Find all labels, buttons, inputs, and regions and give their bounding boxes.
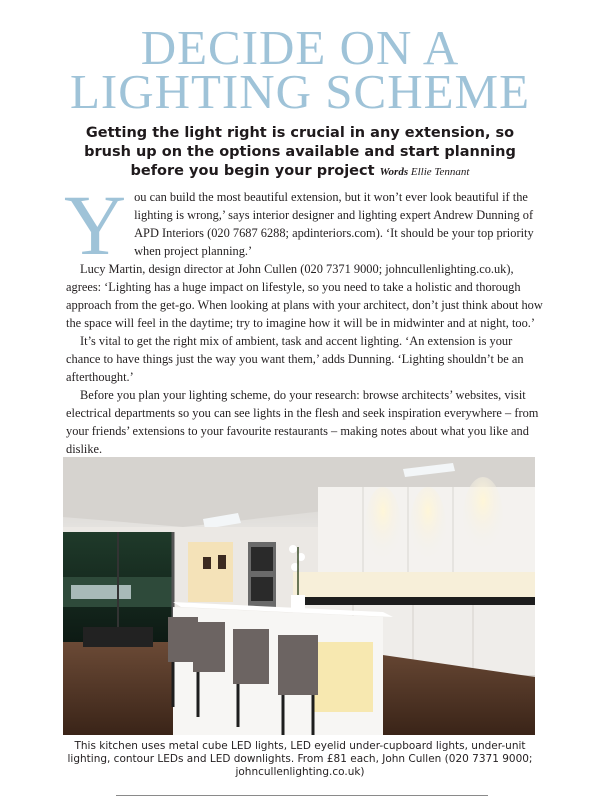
paragraph-1: [64, 177, 544, 273]
paragraph-2: Lucy Martin, design director at John Cullen (020 7371 9000; johncullenlighting.co.uk), agrees: ‘Lighting has a huge impact on lifestyle, so you need to take a holistic and thorough approach from the get-go. When looking at plans with your architect, don’t just think about how the space will feel in the daytime; try to imagine how it will be in midwinter and at night, too.’: [66, 262, 543, 330]
article-body: [64, 177, 544, 458]
standfirst: [70, 124, 530, 182]
byline: [380, 166, 470, 178]
kitchen-photo: [63, 457, 535, 735]
drop-cap: Y: [64, 177, 127, 273]
orchid-pot: [291, 595, 305, 609]
title-line-2: LIGHTING SCHEME: [69, 64, 531, 119]
photo-caption: This kitchen uses metal cube LED lights, LED eyelid under-cupboard lights, under-unit lighting, contour LEDs and LED downlights. From £81 each, John Cullen (020 7371 9000; johncullenlighting.co.uk): [67, 740, 533, 778]
garden-table: [83, 627, 153, 647]
footer-rule: [116, 795, 488, 796]
byline-label: Words: [379, 166, 409, 178]
standfirst-text: Getting the light right is crucial in any extension, so brush up on the options available and start planning before you begin your project: [84, 125, 516, 179]
paragraph-3: It’s vital to get the right mix of ambient, task and accent lighting. ‘An extension is your chance to have things just the way you want them,’ adds Dunning. ‘Lighting shouldn’t be an afterthought.’: [66, 334, 524, 384]
byline-name: Ellie Tennant: [410, 166, 470, 178]
paragraph-1-text: ou can build the most beautiful extension, but it won’t ever look beautiful if the lighting is wrong,’ says interior designer and lighting expert Andrew Dunning of APD Interiors (020 7687 6288; apdinteriors.com). ‘It should be your top priority when project planning.’: [134, 190, 534, 258]
paragraph-4: Before you plan your lighting scheme, do your research: browse architects’ websites, visit electrical departments so you can see lights in the flesh and seek inspiration everywhere – from your friends’ extensions to your favourite restaurants – making notes about what you like and dislike.: [66, 388, 539, 456]
article-title: [0, 20, 600, 119]
lit-shelf: [188, 542, 233, 602]
title-line-1: DECIDE ON A: [140, 20, 460, 75]
worktop: [293, 597, 535, 605]
